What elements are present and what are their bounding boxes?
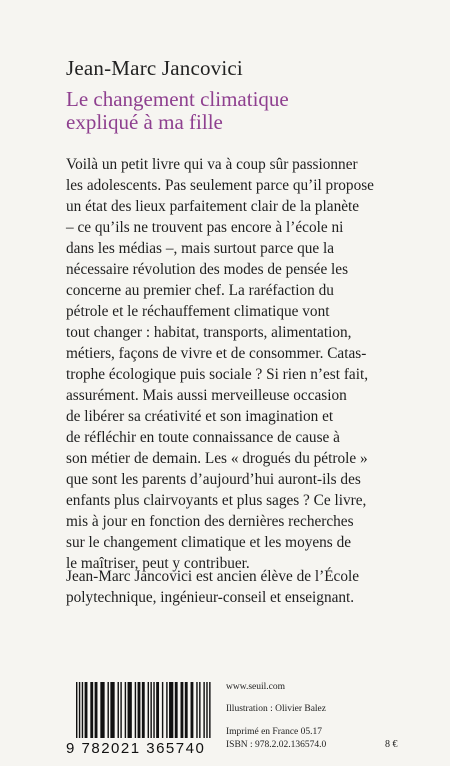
bio-line: polytechnique, ingénieur-conseil et enseignant. [66, 589, 355, 606]
illustration-credit: Illustration : Olivier Balez [226, 704, 326, 714]
blurb-line: nécessaire révolution des modes de pensée les [66, 261, 349, 278]
barcode-number: 9 782021 365740 [66, 740, 206, 757]
barcode-bar [95, 682, 98, 738]
blurb-line: tout changer : habitat, transports, alimentation, [66, 324, 352, 341]
barcode-bar [90, 682, 93, 738]
printing-line: Imprimé en France 05.17 [226, 727, 323, 737]
barcode-bar [199, 682, 200, 738]
barcode-bar [76, 682, 77, 738]
bio-line: Jean-Marc Jancovici est ancien élève de l’École [66, 568, 360, 585]
blurb-line: le maîtriser, peut y contribuer. [66, 555, 250, 572]
barcode-bar [79, 682, 80, 738]
barcode-bar [125, 682, 126, 738]
barcode-bars [76, 682, 212, 738]
blurb-line: un état des lieux parfaitement clair de la planète [66, 198, 360, 215]
blurb-line: son métier de demain. Les « drogués du pétrole » [66, 450, 368, 467]
blurb-line: trophe écologique puis sociale ? Si rien n’est fait, [66, 366, 369, 383]
barcode-bar [156, 682, 159, 738]
barcode-bar [120, 682, 121, 738]
blurb-line: enfants plus clairvoyants et plus sages ? Ce livre, [66, 492, 367, 509]
blurb-line: métiers, façons de vivre et de consommer. Catas- [66, 345, 367, 362]
blurb-line: dans les médias –, mais surtout parce que la [66, 240, 335, 257]
barcode-bar [169, 682, 173, 738]
author-bio [66, 566, 396, 608]
blurb-line: sur le changement climatique et les moyens de [66, 534, 352, 551]
blurb-line: – ce qu’ils ne trouvent pas encore à l’école ni [66, 219, 344, 236]
blurb-line: mis à jour en fonction des dernières recherches [66, 513, 354, 530]
barcode-bar [107, 682, 108, 738]
barcode-bar [100, 682, 104, 738]
barcode-bar [209, 682, 210, 738]
barcode-bar [185, 682, 188, 738]
barcode-bar [191, 682, 194, 738]
blurb-line: assurément. Mais aussi merveilleuse occasion [66, 387, 347, 404]
author-name: Jean-Marc Jancovici [66, 56, 243, 80]
blurb-line: de libérer sa créativité et son imagination et [66, 408, 334, 425]
isbn-barcode [66, 660, 216, 766]
barcode-bar [142, 682, 145, 738]
barcode-bar [181, 682, 184, 738]
barcode-bar [138, 682, 141, 738]
barcode-bar [196, 682, 197, 738]
blurb-line: pétrole et le réchauffement climatique vont [66, 303, 330, 320]
barcode-bar [153, 682, 154, 738]
title-line: expliqué à ma fille [66, 110, 223, 134]
blurb-line: de réfléchir en toute connaissance de cause à [66, 429, 340, 446]
barcode-bar [203, 682, 204, 738]
isbn-line: ISBN : 978.2.02.136574.0 [226, 740, 327, 750]
barcode-bar [128, 682, 132, 738]
barcode-bar [175, 682, 178, 738]
barcode-bar [85, 682, 88, 738]
print-info [226, 726, 326, 752]
book-title [66, 88, 406, 134]
barcode-bar [148, 682, 149, 738]
barcode-bar [135, 682, 136, 738]
barcode-bar [110, 682, 114, 738]
barcode-bar [118, 682, 119, 738]
blurb-paragraph [66, 154, 394, 574]
barcode-bar [150, 682, 151, 738]
blurb-line: Voilà un petit livre qui va à coup sûr passionner [66, 156, 358, 173]
title-line: Le changement climatique [66, 87, 289, 111]
publisher-url: www.seuil.com [226, 682, 286, 692]
price: 8 € [385, 739, 398, 750]
barcode-bar [162, 682, 163, 738]
barcode-bar [82, 682, 83, 738]
barcode-bar [206, 682, 207, 738]
barcode-bar [166, 682, 167, 738]
blurb-line: concerne au premier chef. La raréfaction du [66, 282, 334, 299]
blurb-line: que sont les parents d’aujourd’hui auront-ils des [66, 471, 361, 488]
blurb-line: les adolescents. Pas seulement parce qu’il propose [66, 177, 374, 194]
